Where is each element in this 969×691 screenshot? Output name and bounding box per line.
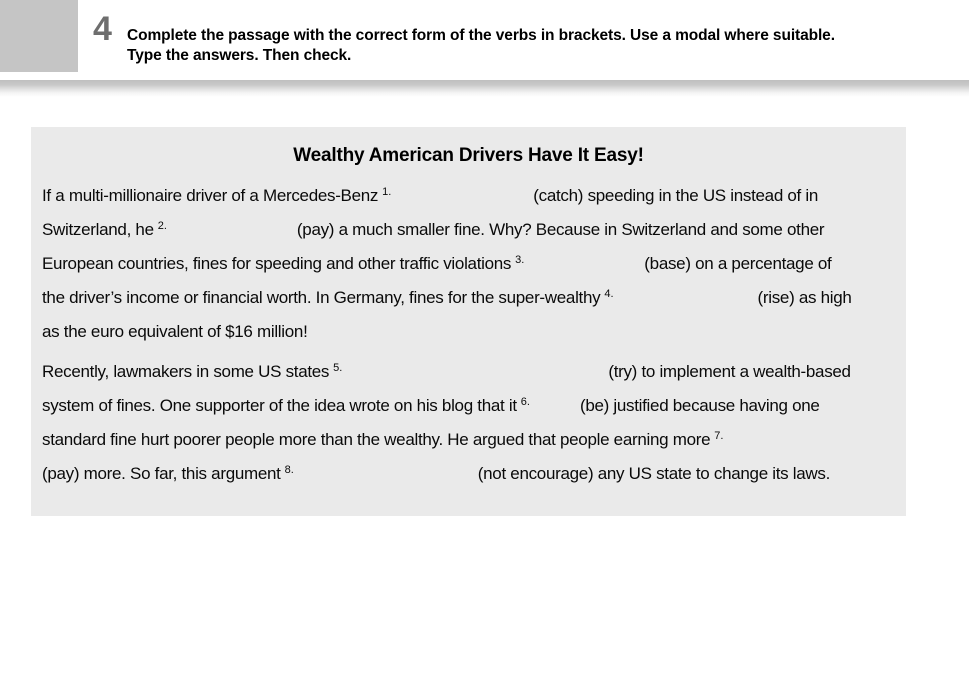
passage-line	[42, 424, 895, 458]
header-shadow-divider	[0, 80, 969, 97]
passage-paragraph	[42, 356, 895, 492]
instruction-line-1: Complete the passage with the correct form of the verbs in brackets. Use a modal where suitable.	[127, 27, 835, 44]
passage-text: If a multi-millionaire driver of a Mercedes-Benz	[42, 186, 379, 205]
passage-line	[42, 458, 895, 492]
passage-line	[42, 390, 895, 424]
blank-number: 4.	[604, 288, 614, 300]
passage-text: Switzerland, he	[42, 220, 154, 239]
corner-square	[0, 0, 78, 72]
passage-text: system of fines. One supporter of the idea wrote on his blog that it	[42, 396, 517, 415]
answer-blank-6[interactable]	[532, 397, 578, 417]
passage-line	[42, 356, 895, 390]
answer-blank-2[interactable]	[169, 221, 295, 241]
passage-paragraph	[42, 180, 895, 348]
passage-text: (pay) a much smaller fine. Why? Because in Switzerland and some other	[296, 220, 825, 239]
answer-blank-4[interactable]	[616, 289, 756, 309]
passage-line	[42, 248, 895, 282]
passage-text: the driver’s income or financial worth. In Germany, fines for the super-wealthy	[42, 288, 601, 307]
instruction-line-2: Type the answers. Then check.	[127, 46, 352, 64]
passage-text: (catch) speeding in the US instead of in	[533, 186, 819, 205]
answer-blank-7[interactable]	[725, 431, 825, 451]
blank-number: 6.	[520, 396, 530, 408]
passage-text: (not encourage) any US state to change its laws.	[477, 464, 831, 483]
blank-number: 2.	[157, 220, 167, 232]
blank-number: 3.	[515, 254, 525, 266]
passage-text: (be) justified because having one	[579, 396, 820, 415]
passage-card	[31, 127, 906, 516]
passage-text: European countries, fines for speeding and other traffic violations	[42, 254, 512, 273]
exercise-header	[0, 0, 969, 80]
passage-text: (pay) more. So far, this argument	[42, 464, 281, 483]
exercise-number: 4	[93, 10, 112, 48]
blank-number: 7.	[714, 430, 724, 442]
passage-body	[42, 180, 895, 492]
passage-line	[42, 180, 895, 214]
answer-blank-5[interactable]	[344, 363, 606, 383]
passage-text: standard fine hurt poorer people more than the wealthy. He argued that people earning more	[42, 430, 711, 449]
passage-title: Wealthy American Drivers Have It Easy!	[293, 145, 644, 166]
blank-number: 8.	[284, 464, 294, 476]
passage-line	[42, 316, 895, 348]
answer-blank-1[interactable]	[393, 187, 531, 207]
passage-text: (base) on a percentage of	[644, 254, 832, 273]
passage-text: (rise) as high	[757, 288, 852, 307]
answer-blank-8[interactable]	[296, 465, 476, 485]
answer-blank-3[interactable]	[526, 255, 642, 275]
blank-number: 5.	[333, 362, 343, 374]
passage-text: as the euro equivalent of $16 million!	[42, 322, 308, 341]
passage-text: (try) to implement a wealth-based	[608, 362, 851, 381]
instruction-text	[127, 26, 835, 65]
passage-line	[42, 214, 895, 248]
passage-line	[42, 282, 895, 316]
passage-text: Recently, lawmakers in some US states	[42, 362, 330, 381]
blank-number: 1.	[382, 186, 392, 198]
